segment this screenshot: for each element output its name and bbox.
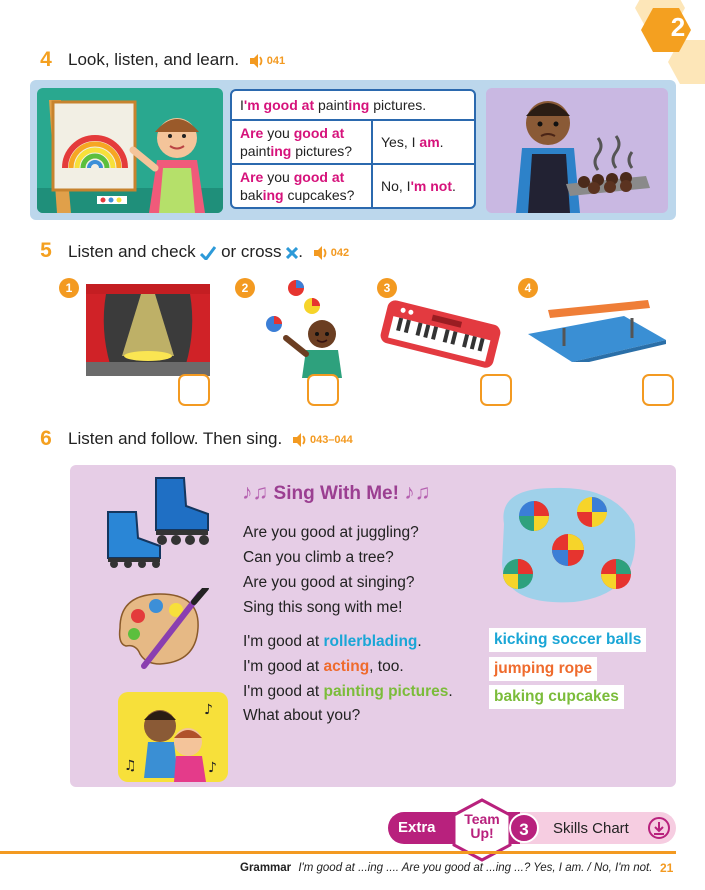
text-part: .	[452, 178, 456, 194]
text-part-highlight: am	[419, 134, 440, 150]
section-5-title-end: .	[298, 242, 303, 261]
grammar-question-2	[232, 165, 373, 207]
grammar-summary	[240, 862, 652, 874]
item-3-number: 3	[377, 278, 397, 298]
speaker-icon	[313, 246, 329, 260]
lyric-line	[243, 633, 422, 651]
audio-code-043-044: 043–044	[309, 433, 353, 446]
easel-rainbow-icon	[37, 88, 223, 213]
grammar-text: I'm good at ...ing .... Are you good at ...ing ...? Yes, I am. / No, I'm not.	[298, 862, 653, 874]
item-4-number: 4	[518, 278, 538, 298]
song-title-text: Sing With Me!	[273, 483, 399, 504]
lyric-prefix: I'm good at	[243, 658, 320, 675]
balance-beam-icon	[528, 296, 668, 362]
section-4-title-text: Look, listen, and learn.	[68, 50, 240, 69]
answer-box-3[interactable]	[480, 374, 512, 406]
text-part: you	[263, 125, 294, 141]
unit-number: 2	[670, 12, 686, 42]
grammar-table	[230, 89, 476, 209]
text-part: bak	[240, 187, 263, 203]
boy-baking-icon	[486, 88, 668, 213]
text-part: I	[240, 97, 244, 113]
text-part-highlight: good at	[293, 125, 345, 141]
grammar-answer-2	[373, 165, 474, 207]
text-part-highlight: Are	[240, 125, 264, 141]
girl-painting-illustration	[37, 88, 223, 213]
text-part-highlight: ing	[262, 187, 284, 203]
lyric-end: , too.	[369, 658, 404, 675]
answer-box-2[interactable]	[307, 374, 339, 406]
section-4-title	[68, 50, 285, 70]
lyric-keyword: painting pictures	[323, 683, 449, 700]
section-4-number: 4	[40, 48, 52, 71]
keyboard-instrument-icon	[378, 298, 502, 374]
item-1-number: 1	[59, 278, 79, 298]
lyric-line	[243, 683, 453, 701]
item-2-number: 2	[235, 278, 255, 298]
lyric-prefix: I'm good at	[243, 633, 320, 650]
footer-divider	[0, 851, 676, 854]
text-part: cupcakes?	[283, 187, 355, 203]
rollerblades-icon	[104, 476, 212, 568]
song-title	[242, 481, 430, 505]
lyric-line: Are you good at singing?	[243, 574, 415, 591]
audio-code-042: 042	[330, 246, 350, 259]
word-box-kicking-soccer-balls: kicking soccer balls	[489, 628, 646, 652]
lyric-keyword: rollerblading	[323, 633, 418, 650]
text-part-highlight: good at	[293, 169, 345, 185]
download-icon[interactable]	[647, 816, 671, 840]
text-part: pictures?	[291, 143, 353, 159]
text-part-highlight: ing	[348, 97, 370, 113]
svg-text:♪: ♪	[204, 702, 213, 718]
page-number: 21	[660, 861, 674, 875]
section-5-title-middle: or cross	[221, 242, 282, 261]
audio-track-042[interactable]	[313, 246, 349, 260]
boy-burnt-cupcakes-illustration	[486, 88, 668, 213]
juggling-balls-icon	[494, 484, 644, 608]
lyric-end: .	[417, 633, 422, 650]
audio-code-041: 041	[266, 54, 286, 67]
text-part: No, I	[381, 178, 411, 194]
singing-kids-icon	[118, 692, 228, 782]
section-5-title	[68, 242, 349, 262]
text-part-highlight: ing	[270, 143, 292, 159]
stage-icon	[86, 284, 210, 376]
lyric-line	[243, 658, 404, 676]
speaker-icon	[292, 433, 308, 447]
cross-mark-icon	[286, 247, 298, 259]
lyric-line: Are you good at juggling?	[243, 524, 419, 541]
team-up-label[interactable]	[455, 812, 509, 840]
grammar-row-1	[232, 91, 474, 119]
svg-text:♫: ♫	[124, 758, 137, 774]
team-up-line-2: Up!	[470, 825, 494, 841]
lyric-end: .	[448, 683, 453, 700]
text-part-highlight: Are	[240, 169, 264, 185]
audio-track-043-044[interactable]	[292, 433, 353, 447]
lyric-keyword: acting	[323, 658, 370, 675]
text-part: you	[263, 169, 294, 185]
grammar-label: Grammar	[240, 862, 292, 874]
word-box-baking-cupcakes: baking cupcakes	[489, 685, 624, 709]
text-part: paint	[240, 143, 271, 159]
team-up-number: 3	[509, 813, 539, 843]
lyric-line: Sing this song with me!	[243, 599, 403, 616]
text-part-highlight: 'm not	[410, 178, 453, 194]
team-up-line-1: Team	[464, 811, 500, 827]
section-6-number: 6	[40, 427, 52, 450]
grammar-answer-1	[373, 121, 474, 163]
section-5-title-start: Listen and check	[68, 242, 196, 261]
juggling-boy-icon	[262, 278, 346, 378]
paint-palette-icon	[110, 588, 210, 674]
section-6-title-text: Listen and follow. Then sing.	[68, 429, 283, 448]
svg-text:♪: ♪	[208, 760, 217, 776]
lyric-line: What about you?	[243, 707, 361, 724]
extra-label: Extra	[398, 819, 436, 836]
music-notes-icon: ♪♫	[242, 481, 269, 504]
speaker-icon	[249, 54, 265, 68]
lyric-prefix: I'm good at	[243, 683, 320, 700]
text-part: paint	[314, 97, 349, 113]
word-box-jumping-rope: jumping rope	[489, 657, 597, 681]
section-6-title	[68, 429, 353, 449]
text-part: .	[439, 134, 444, 150]
answer-box-4[interactable]	[642, 374, 674, 406]
audio-track-041[interactable]	[249, 54, 285, 68]
grammar-statement	[232, 91, 474, 119]
answer-box-1[interactable]	[178, 374, 210, 406]
text-part-highlight: 'm good at	[243, 97, 315, 113]
grammar-row-2	[232, 119, 474, 163]
skills-chart-label[interactable]: Skills Chart	[553, 820, 629, 837]
lyric-line: Can you climb a tree?	[243, 549, 394, 566]
text-part: Yes, I	[381, 134, 420, 150]
grammar-row-3	[232, 163, 474, 207]
check-mark-icon	[200, 246, 216, 260]
grammar-question-1	[232, 121, 373, 163]
section-5-number: 5	[40, 239, 52, 262]
music-notes-icon: ♪♫	[404, 481, 431, 504]
text-part: pictures.	[369, 97, 427, 113]
